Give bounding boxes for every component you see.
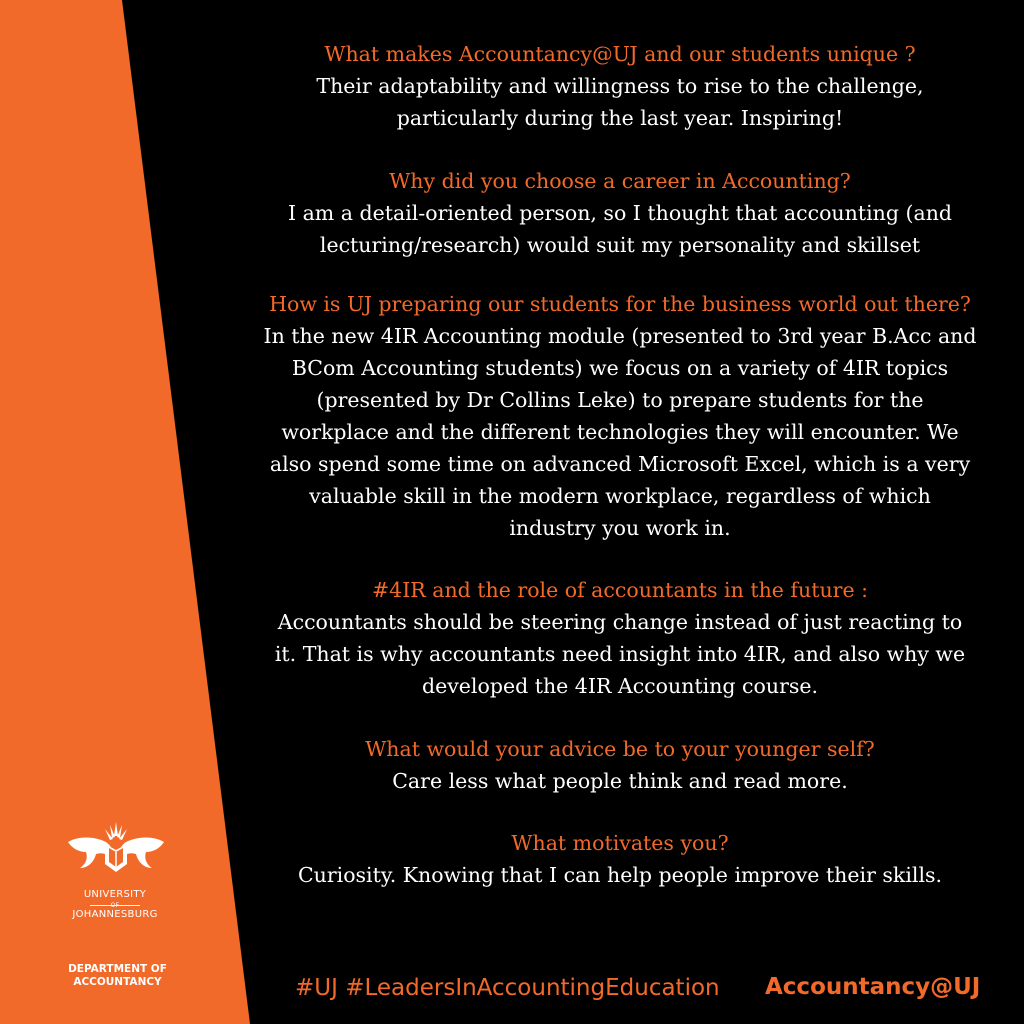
answer-3-line-2: BCom Accounting students) we focus on a variety of 4IR topics <box>291 356 949 380</box>
department-line-1: DEPARTMENT OF <box>68 963 167 975</box>
qa-block-2 <box>230 165 1010 261</box>
department-label <box>40 963 195 989</box>
answer-2-line-1: I am a detail-oriented person, so I thought that accounting (and <box>287 201 953 225</box>
qa-block-6 <box>230 827 1010 891</box>
answer-5-line-1: Care less what people think and read more. <box>392 769 848 793</box>
answer-1-line-1: Their adaptability and willingness to rise to the challenge, <box>316 74 924 98</box>
answer-3-line-5: also spend some time on advanced Microsoft Excel, which is a very <box>269 452 971 476</box>
answer-4-line-3: developed the 4IR Accounting course. <box>421 674 819 698</box>
question-1: What makes Accountancy@UJ and our students unique ? <box>324 42 916 66</box>
answer-3-line-6: valuable skill in the modern workplace, regardless of which <box>309 484 931 508</box>
qa-block-3 <box>230 288 1010 544</box>
logo-johannesburg-text: JOHANNESBURG <box>72 909 158 920</box>
footer-brand: Accountancy@UJ <box>765 974 981 1000</box>
answer-3-line-7: industry you work in. <box>509 516 731 540</box>
logo-of-text: OF <box>110 902 120 909</box>
answer-3-line-3: (presented by Dr Collins Leke) to prepare students for the <box>316 388 924 412</box>
question-4: #4IR and the role of accountants in the future : <box>371 578 869 602</box>
department-line-2: ACCOUNTANCY <box>73 976 162 988</box>
logo-university-text: UNIVERSITY <box>83 889 147 900</box>
question-5: What would your advice be to your younger self? <box>365 737 875 761</box>
question-6: What motivates you? <box>511 831 729 855</box>
answer-6-line-1: Curiosity. Knowing that I can help people improve their skills. <box>297 863 943 887</box>
uj-bird-emblem-icon <box>60 820 172 880</box>
qa-block-4 <box>230 574 1010 702</box>
answer-3-line-4: workplace and the different technologies they will encounter. We <box>281 420 959 444</box>
answer-4-line-1: Accountants should be steering change instead of just reacting to <box>277 610 963 634</box>
answer-1-line-2: particularly during the last year. Inspiring! <box>396 106 844 130</box>
answer-4-line-2: it. That is why accountants need insight into 4IR, and also why we <box>274 642 966 666</box>
qa-block-1 <box>230 38 1010 134</box>
answer-3-line-1: In the new 4IR Accounting module (presented to 3rd year B.Acc and <box>263 324 977 348</box>
footer-hashtags: #UJ #LeadersInAccountingEducation <box>295 975 720 1001</box>
question-2: Why did you choose a career in Accounting? <box>389 169 851 193</box>
qa-block-5 <box>230 733 1010 797</box>
answer-2-line-2: lecturing/research) would suit my personality and skillset <box>319 233 921 257</box>
question-3: How is UJ preparing our students for the business world out there? <box>269 292 971 316</box>
